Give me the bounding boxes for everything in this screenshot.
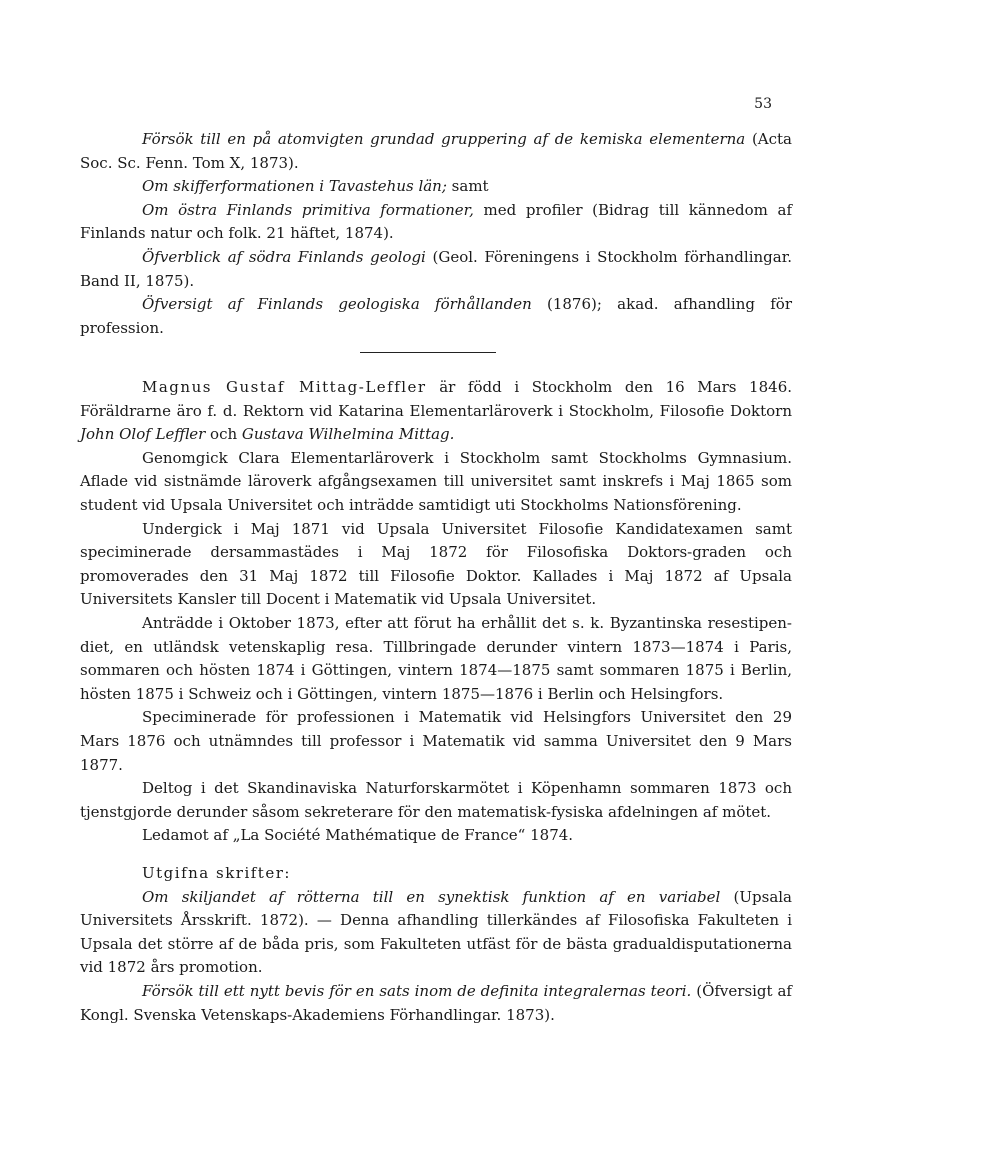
bio-paragraph: Magnus Gustaf Mittag-Leffler är född i Stockholm den 16 Mars 1846. Föräldrarne äro f. d. Rektorn vid Katarina Elementarläroverk i Stockholm, Filosofie Doktorn John Olof Leffler och Gustava Wilhelmina Mittag. [80,378,793,444]
bio-paragraph: Undergick i Maj 1871 vid Upsala Universitet Filosofie Kandidatexamen samt speciminerade dersammastädes i Maj 1872 för Filosofiska Doktors-graden och promoverades den 31 Maj 1872 till Filosofie Doktor. Kallades i Maj 1872 af Upsala Universitets Kansler till Docent i Matematik vid Upsala Universitet. [80,519,792,609]
publication-details: (Geol. Föreningens i Stockholm förhandlingar. Band II, 1875). [80,247,792,290]
mother-name: Gustava Wilhelmina Mittag. [241,425,455,444]
publication-entry [80,128,792,175]
publication-title: Öfverblick af södra Finlands geologi [142,247,426,266]
person-name: Magnus Gustaf Mittag-Leffler [142,378,427,396]
page-number: 53 [754,96,772,112]
writing-details: (Öfversigt af Kongl. Svenska Vetenskaps-Akademiens Förhandlingar. 1873). [80,981,792,1024]
writing-details: (Upsala Universitets Årsskrift. 1872). — Denna afhandling tillerkändes af Filosofiska Fakulteten i Upsala det större af de båda pris, som Fakulteten utfäst för de bästa gradualdisputationerna vid 1872 års promotion. [80,887,792,977]
writings-heading: Utgifna skrifter: [142,864,291,882]
writing-entry [80,980,792,1027]
publication-details: (Acta Soc. Sc. Fenn. Tom X, 1873). [80,130,793,172]
publication-entry [80,199,792,246]
writing-entry [80,886,792,980]
writing-title: Försök till ett nytt bevis för en sats inom de definita integralernas teori. [142,981,692,1000]
publication-entry [80,175,792,199]
writing-title: Om skiljandet af rötterna till en synektisk funktion af en variabel [142,887,721,906]
publication-title: Om skifferformationen i Tavastehus län; [142,177,447,196]
publication-title: Om östra Finlands primitiva formationer, [142,200,474,219]
document-page [80,0,792,1175]
bio-paragraph: Anträdde i Oktober 1873, efter att förut ha erhållit det s. k. Byzantinska resestipendiet, en utländsk vetenskaplig resa. Tillbringade derunder vintern 1873—1874 i Paris, sommaren och hösten 1874 i Göttingen, vintern 1874—1875 samt sommaren 1875 i Berlin, hösten 1875 i Schweiz och i Göttingen, vintern 1875—1876 i Berlin och Helsingfors. [80,613,792,703]
writings-section [80,862,792,1027]
publication-details: (1876); akad. afhandling för profession. [80,295,792,337]
biography [80,376,792,848]
bio-paragraph: Deltog i det Skandinaviska Naturforskarmötet i Köpenhamn sommaren 1873 och tjenstgjorde derunder såsom sekreterare för den matematisk-fysiska afdelningen af mötet. [80,779,792,821]
bio-paragraph: Ledamot af „La Société Mathématique de France“ 1874. [142,826,574,845]
publications-continued [80,128,792,340]
publication-details: samt [446,177,489,196]
bio-paragraph: Speciminerade för professionen i Matematik vid Helsingfors Universitet den 29 Mars 1876 och utnämndes till professor i Matematik vid samma Universitet den 9 Mars 1877. [80,708,792,774]
section-divider [360,352,496,353]
publication-entry [80,246,792,293]
publication-details: med profiler (Bidrag till kännedom af Finlands natur och folk. 21 häftet, 1874). [80,200,792,243]
publication-title: Öfversigt af Finlands geologiska förhållanden [142,295,532,314]
father-name: John Olof Leffler [80,425,206,444]
publication-entry [80,293,792,340]
publication-title: Försök till en på atomvigten grundad gruppering af de kemiska elementerna [142,130,746,148]
bio-paragraph: Genomgick Clara Elementarläroverk i Stockholm samt Stockholms Gymnasium. Aflade vid sistnämde läroverk afgångsexamen till universitet samt inskrefs i Maj 1865 som student vid Upsala Universitet och inträdde samtidigt uti Stockholms Nationsförening. [80,448,792,514]
